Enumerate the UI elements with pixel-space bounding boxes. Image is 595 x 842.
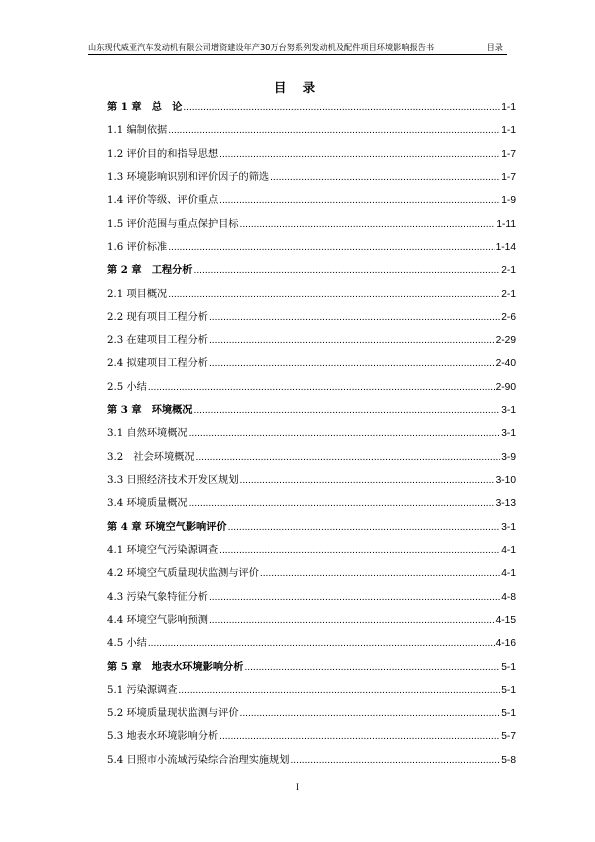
toc-section-entry[interactable] (107, 586, 516, 609)
table-of-contents (107, 96, 516, 772)
toc-section-entry[interactable] (107, 166, 516, 189)
toc-section-entry[interactable] (107, 632, 516, 655)
toc-entry-page: 1-1 (501, 125, 516, 137)
toc-dot-leader (209, 586, 500, 609)
toc-section-entry[interactable] (107, 236, 516, 259)
toc-section-entry[interactable] (107, 376, 516, 399)
toc-section-entry[interactable] (107, 609, 516, 632)
header-document-title: 山东现代威亚汽车发动机有限公司增资建设年产30万台努系列发动机及配件项目环境影响报告书 (88, 42, 435, 52)
toc-dot-leader (209, 609, 495, 632)
toc-dot-leader (209, 352, 495, 375)
toc-dot-leader (168, 283, 500, 306)
toc-entry-label: 第 2 章 工程分析 (107, 264, 193, 277)
toc-entry-page: 4-8 (501, 591, 516, 603)
toc-section-entry[interactable] (107, 306, 516, 329)
toc-entry-label: 第 3 章 环境概况 (107, 404, 193, 417)
page-number: I (296, 782, 299, 792)
toc-entry-label: 1.5 评价范围与重点保护目标 (107, 218, 239, 230)
toc-dot-leader (189, 492, 495, 515)
toc-dot-leader (240, 469, 495, 492)
toc-dot-leader (209, 329, 495, 352)
toc-dot-leader (219, 539, 500, 562)
toc-entry-page: 5-1 (501, 661, 516, 673)
toc-dot-leader (228, 516, 501, 539)
toc-dot-leader (209, 306, 500, 329)
toc-entry-label: 第 5 章 地表水环境影响分析 (107, 660, 244, 673)
toc-dot-leader (290, 749, 500, 772)
toc-entry-label: 3.2 社会环境概况 (107, 451, 195, 463)
toc-section-entry[interactable] (107, 213, 516, 236)
toc-entry-page: 2-6 (501, 311, 516, 323)
toc-entry-label: 1.6 评价标准 (107, 241, 168, 253)
toc-entry-page: 4-15 (495, 614, 516, 626)
toc-entry-page: 3-10 (495, 475, 516, 486)
toc-dot-leader (189, 422, 501, 445)
toc-section-entry[interactable] (107, 143, 516, 166)
header-section-label: 目录 (486, 42, 503, 52)
toc-entry-label: 第 4 章 环境空气影响评价 (107, 520, 227, 533)
toc-dot-leader (219, 725, 500, 748)
toc-dot-leader (240, 213, 496, 236)
toc-section-entry[interactable] (107, 702, 516, 725)
toc-entry-label: 4.3 污染气象特征分析 (107, 591, 208, 603)
toc-chapter-entry[interactable] (107, 399, 516, 422)
toc-dot-leader (219, 189, 500, 212)
toc-entry-label: 5.1 污染源调查 (107, 684, 178, 696)
toc-entry-label: 1.2 评价目的和指导思想 (107, 148, 219, 160)
page-header (88, 40, 507, 55)
toc-section-entry[interactable] (107, 749, 516, 772)
toc-entry-label: 1.3 环境影响识别和评价因子的筛选 (107, 171, 270, 183)
toc-entry-label: 3.3 日照经济技术开发区规划 (107, 475, 239, 486)
toc-dot-leader (194, 259, 501, 282)
toc-entry-label: 3.1 自然环境概况 (107, 428, 188, 440)
toc-entry-label: 5.2 环境质量现状监测与评价 (107, 708, 239, 720)
toc-dot-leader (183, 96, 500, 119)
toc-entry-page: 3-1 (501, 428, 516, 440)
toc-dot-leader (148, 376, 495, 399)
toc-entry-label: 1.1 编制依据 (107, 125, 168, 137)
toc-dot-leader (168, 236, 494, 259)
toc-entry-page: 5-1 (501, 708, 516, 720)
toc-dot-leader (178, 679, 500, 702)
toc-entry-page: 3-9 (501, 451, 516, 463)
toc-entry-page: 3-1 (501, 405, 516, 417)
toc-section-entry[interactable] (107, 446, 516, 469)
toc-chapter-entry[interactable] (107, 259, 516, 282)
toc-entry-label: 2.4 拟建项目工程分析 (107, 358, 208, 370)
toc-entry-label: 2.1 项目概况 (107, 288, 168, 300)
toc-section-entry[interactable] (107, 539, 516, 562)
toc-entry-label: 4.5 小结 (107, 638, 147, 650)
toc-section-entry[interactable] (107, 329, 516, 352)
toc-section-entry[interactable] (107, 492, 516, 515)
toc-entry-page: 4-16 (495, 638, 516, 650)
toc-dot-leader (260, 562, 500, 585)
toc-entry-page: 1-9 (501, 195, 516, 207)
toc-entry-label: 4.1 环境空气污染源调查 (107, 544, 219, 556)
toc-section-entry[interactable] (107, 562, 516, 585)
toc-entry-page: 4-1 (501, 544, 516, 556)
toc-entry-page: 1-7 (501, 148, 516, 160)
toc-entry-label: 3.4 环境质量概况 (107, 498, 188, 510)
toc-entry-page: 1-11 (496, 218, 516, 230)
toc-entry-label: 4.2 环境空气质量现状监测与评价 (107, 568, 259, 580)
toc-entry-page: 5-7 (501, 731, 516, 743)
toc-entry-label: 4.4 环境空气影响预测 (107, 614, 208, 626)
toc-entry-page: 2-29 (495, 335, 516, 347)
toc-dot-leader (240, 702, 501, 725)
toc-section-entry[interactable] (107, 119, 516, 142)
toc-chapter-entry[interactable] (107, 656, 516, 679)
toc-title: 目 录 (273, 80, 322, 95)
toc-entry-label: 第 1 章 总 论 (107, 101, 183, 113)
toc-entry-page: 5-1 (501, 684, 516, 696)
toc-dot-leader (196, 446, 501, 469)
toc-entry-label: 5.4 日照市小流域污染综合治理实施规划 (107, 754, 290, 766)
toc-entry-label: 2.2 现有项目工程分析 (107, 311, 208, 323)
toc-entry-page: 2-90 (495, 381, 516, 393)
toc-entry-page: 2-1 (501, 288, 516, 300)
toc-dot-leader (244, 656, 500, 679)
toc-dot-leader (270, 166, 500, 189)
toc-dot-leader (168, 119, 500, 142)
toc-entry-label: 2.5 小结 (107, 381, 147, 393)
toc-entry-label: 2.3 在建项目工程分析 (107, 335, 208, 347)
toc-entry-page: 4-1 (501, 568, 516, 580)
toc-section-entry[interactable] (107, 469, 516, 492)
toc-entry-page: 1-7 (501, 171, 516, 183)
toc-entry-label: 1.4 评价等级、评价重点 (107, 195, 219, 207)
toc-entry-page: 2-40 (495, 358, 516, 370)
toc-section-entry[interactable] (107, 283, 516, 306)
toc-entry-page: 5-8 (501, 754, 516, 766)
toc-section-entry[interactable] (107, 725, 516, 748)
toc-entry-page: 3-1 (501, 521, 516, 533)
toc-entry-label: 5.3 地表水环境影响分析 (107, 731, 219, 743)
toc-section-entry[interactable] (107, 189, 516, 212)
toc-chapter-entry[interactable] (107, 96, 516, 119)
toc-entry-page: 3-13 (495, 498, 516, 510)
toc-chapter-entry[interactable] (107, 516, 516, 539)
toc-entry-page: 1-1 (501, 102, 516, 113)
toc-section-entry[interactable] (107, 352, 516, 375)
toc-entry-page: 1-14 (495, 241, 516, 253)
toc-entry-page: 2-1 (501, 265, 516, 277)
toc-section-entry[interactable] (107, 422, 516, 445)
toc-dot-leader (219, 143, 500, 166)
toc-section-entry[interactable] (107, 679, 516, 702)
toc-dot-leader (194, 399, 501, 422)
toc-dot-leader (148, 632, 495, 655)
